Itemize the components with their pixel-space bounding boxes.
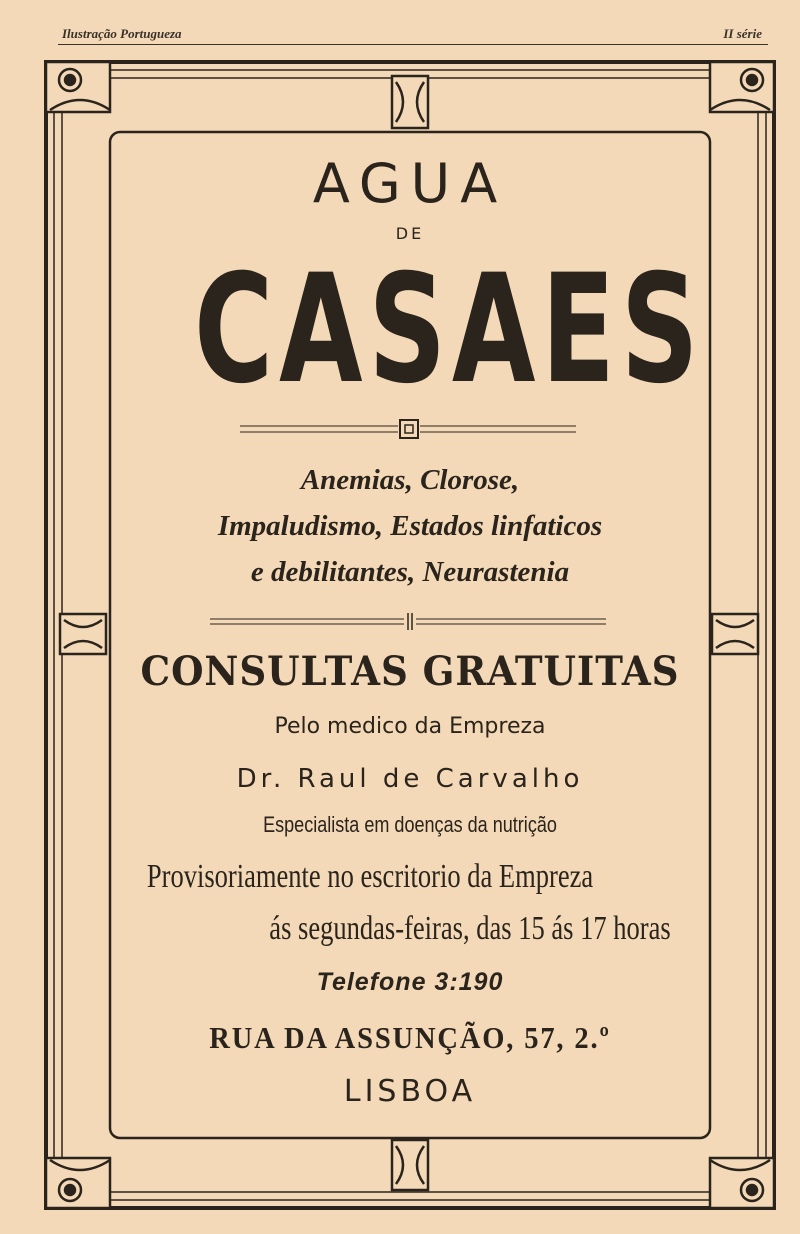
x-ornament-left — [60, 614, 106, 654]
indication-line-1: Anemias, Clorose, — [300, 464, 520, 496]
specialty-line: Especialista em doenças da nutrição — [263, 812, 557, 837]
provisional-line: Provisoriamente no escritorio da Empreza — [146, 858, 594, 895]
publication-title: Ilustração Portugueza — [62, 26, 182, 41]
corner-ornament-top-left — [46, 62, 110, 112]
x-ornament-bottom — [392, 1140, 428, 1190]
city-line: LISBOA — [343, 1074, 477, 1109]
indication-line-3: e debilitantes, Neurastenia — [250, 556, 570, 588]
advertisement-panel — [110, 132, 710, 1138]
doctor-name: Dr. Raul de Carvalho — [236, 764, 584, 794]
corner-ornament-bottom-right — [710, 1158, 774, 1208]
x-ornament-right — [712, 614, 758, 654]
pelo-medico-line: Pelo medico da Empreza — [274, 714, 546, 739]
schedule-line: ás segundas-feiras, das 15 ás 17 horas — [269, 910, 671, 947]
indication-line-2: Impaludismo, Estados linfaticos — [217, 510, 603, 542]
x-ornament-top — [392, 76, 428, 128]
series-label: II série — [723, 26, 762, 41]
title-casaes: CASAES — [193, 243, 705, 417]
title-agua: AGUA — [312, 152, 508, 215]
address-line: RUA DA ASSUNÇÃO, 57, 2.º — [209, 1020, 611, 1055]
title-de: DE — [395, 224, 425, 243]
consultas-heading: CONSULTAS GRATUITAS — [140, 648, 680, 695]
telephone-line: Telefone 3:190 — [316, 968, 504, 996]
corner-ornament-bottom-left — [46, 1158, 110, 1208]
corner-ornament-top-right — [710, 62, 774, 112]
